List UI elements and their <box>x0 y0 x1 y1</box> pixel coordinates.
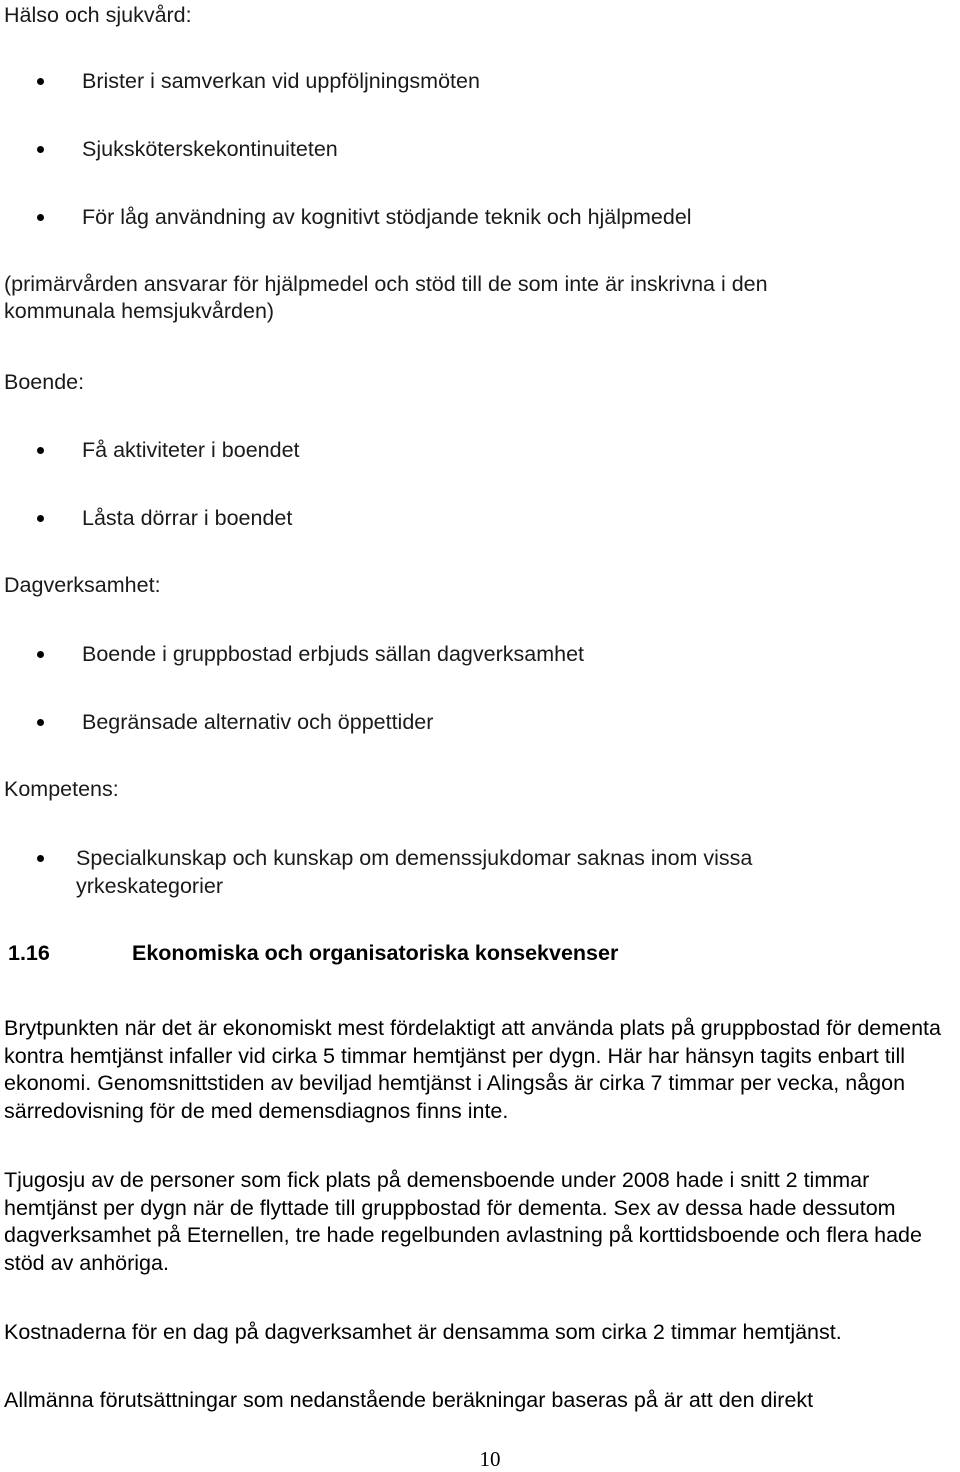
list-item-text: yrkeskategorier <box>76 874 223 898</box>
bullet-icon <box>37 855 44 862</box>
body-paragraph: Brytpunkten när det är ekonomiskt mest fördelaktigt att använda plats på gruppbostad för dementa kontra hemtjänst infaller vid cirka 5 timmar hemtjänst per dygn. Här har hänsyn tagits enbart till ekonomi. Genomsnittstiden av beviljad hemtjänst i Alingsås är cirka 7 timmar per vecka, någon särredovisning för de med demensdiagnos finns inte. <box>4 1016 941 1123</box>
bullet-icon <box>37 146 44 153</box>
list-item-text: Specialkunskap och kunskap om demenssjukdomar saknas inom vissa <box>76 846 753 870</box>
list-item-text: Brister i samverkan vid uppföljningsmöten <box>82 69 480 93</box>
list-item-text: Boende i gruppbostad erbjuds sällan dagverksamhet <box>82 642 584 666</box>
body-paragraph: Kostnaderna för en dag på dagverksamhet är densamma som cirka 2 timmar hemtjänst. <box>4 1320 842 1344</box>
list-item-text: För låg användning av kognitivt stödjande teknik och hjälpmedel <box>82 205 692 229</box>
section-heading-boende: Boende: <box>4 370 85 394</box>
list-item-text: Sjuksköterskekontinuiteten <box>82 137 338 161</box>
section-heading-kompetens: Kompetens: <box>4 777 119 801</box>
section-heading-dagverksamhet: Dagverksamhet: <box>4 573 161 597</box>
body-paragraph: Tjugosju av de personer som fick plats på demensboende under 2008 hade i snitt 2 timmar hemtjänst per dygn när de flyttade till gruppbostad för dementa. Sex av dessa hade dessutom dagverksamhet på Eternellen, tre hade regelbunden avlastning på korttidsboende och flera hade stöd av anhöriga. <box>4 1168 922 1275</box>
note-line: kommunala hemsjukvården) <box>4 299 275 323</box>
bullet-icon <box>37 214 44 221</box>
bullet-icon <box>37 719 44 726</box>
page-number: 10 <box>479 1447 501 1471</box>
list-item-text: Få aktiviteter i boendet <box>82 438 300 462</box>
bullet-icon <box>37 651 44 658</box>
note-line: (primärvården ansvarar för hjälpmedel och stöd till de som inte är inskrivna i den <box>4 272 768 296</box>
chapter-title: Ekonomiska och organisatoriska konsekvenser <box>132 941 619 965</box>
chapter-number: 1.16 <box>8 941 50 965</box>
list-item-text: Låsta dörrar i boendet <box>82 506 293 530</box>
section-heading-halso: Hälso och sjukvård: <box>4 3 192 27</box>
bullet-icon <box>37 78 44 85</box>
list-item-text: Begränsade alternativ och öppettider <box>82 710 434 734</box>
bullet-icon <box>37 447 44 454</box>
body-paragraph: Allmänna förutsättningar som nedanstående beräkningar baseras på är att den direkt <box>4 1388 814 1412</box>
bullet-icon <box>37 515 44 522</box>
